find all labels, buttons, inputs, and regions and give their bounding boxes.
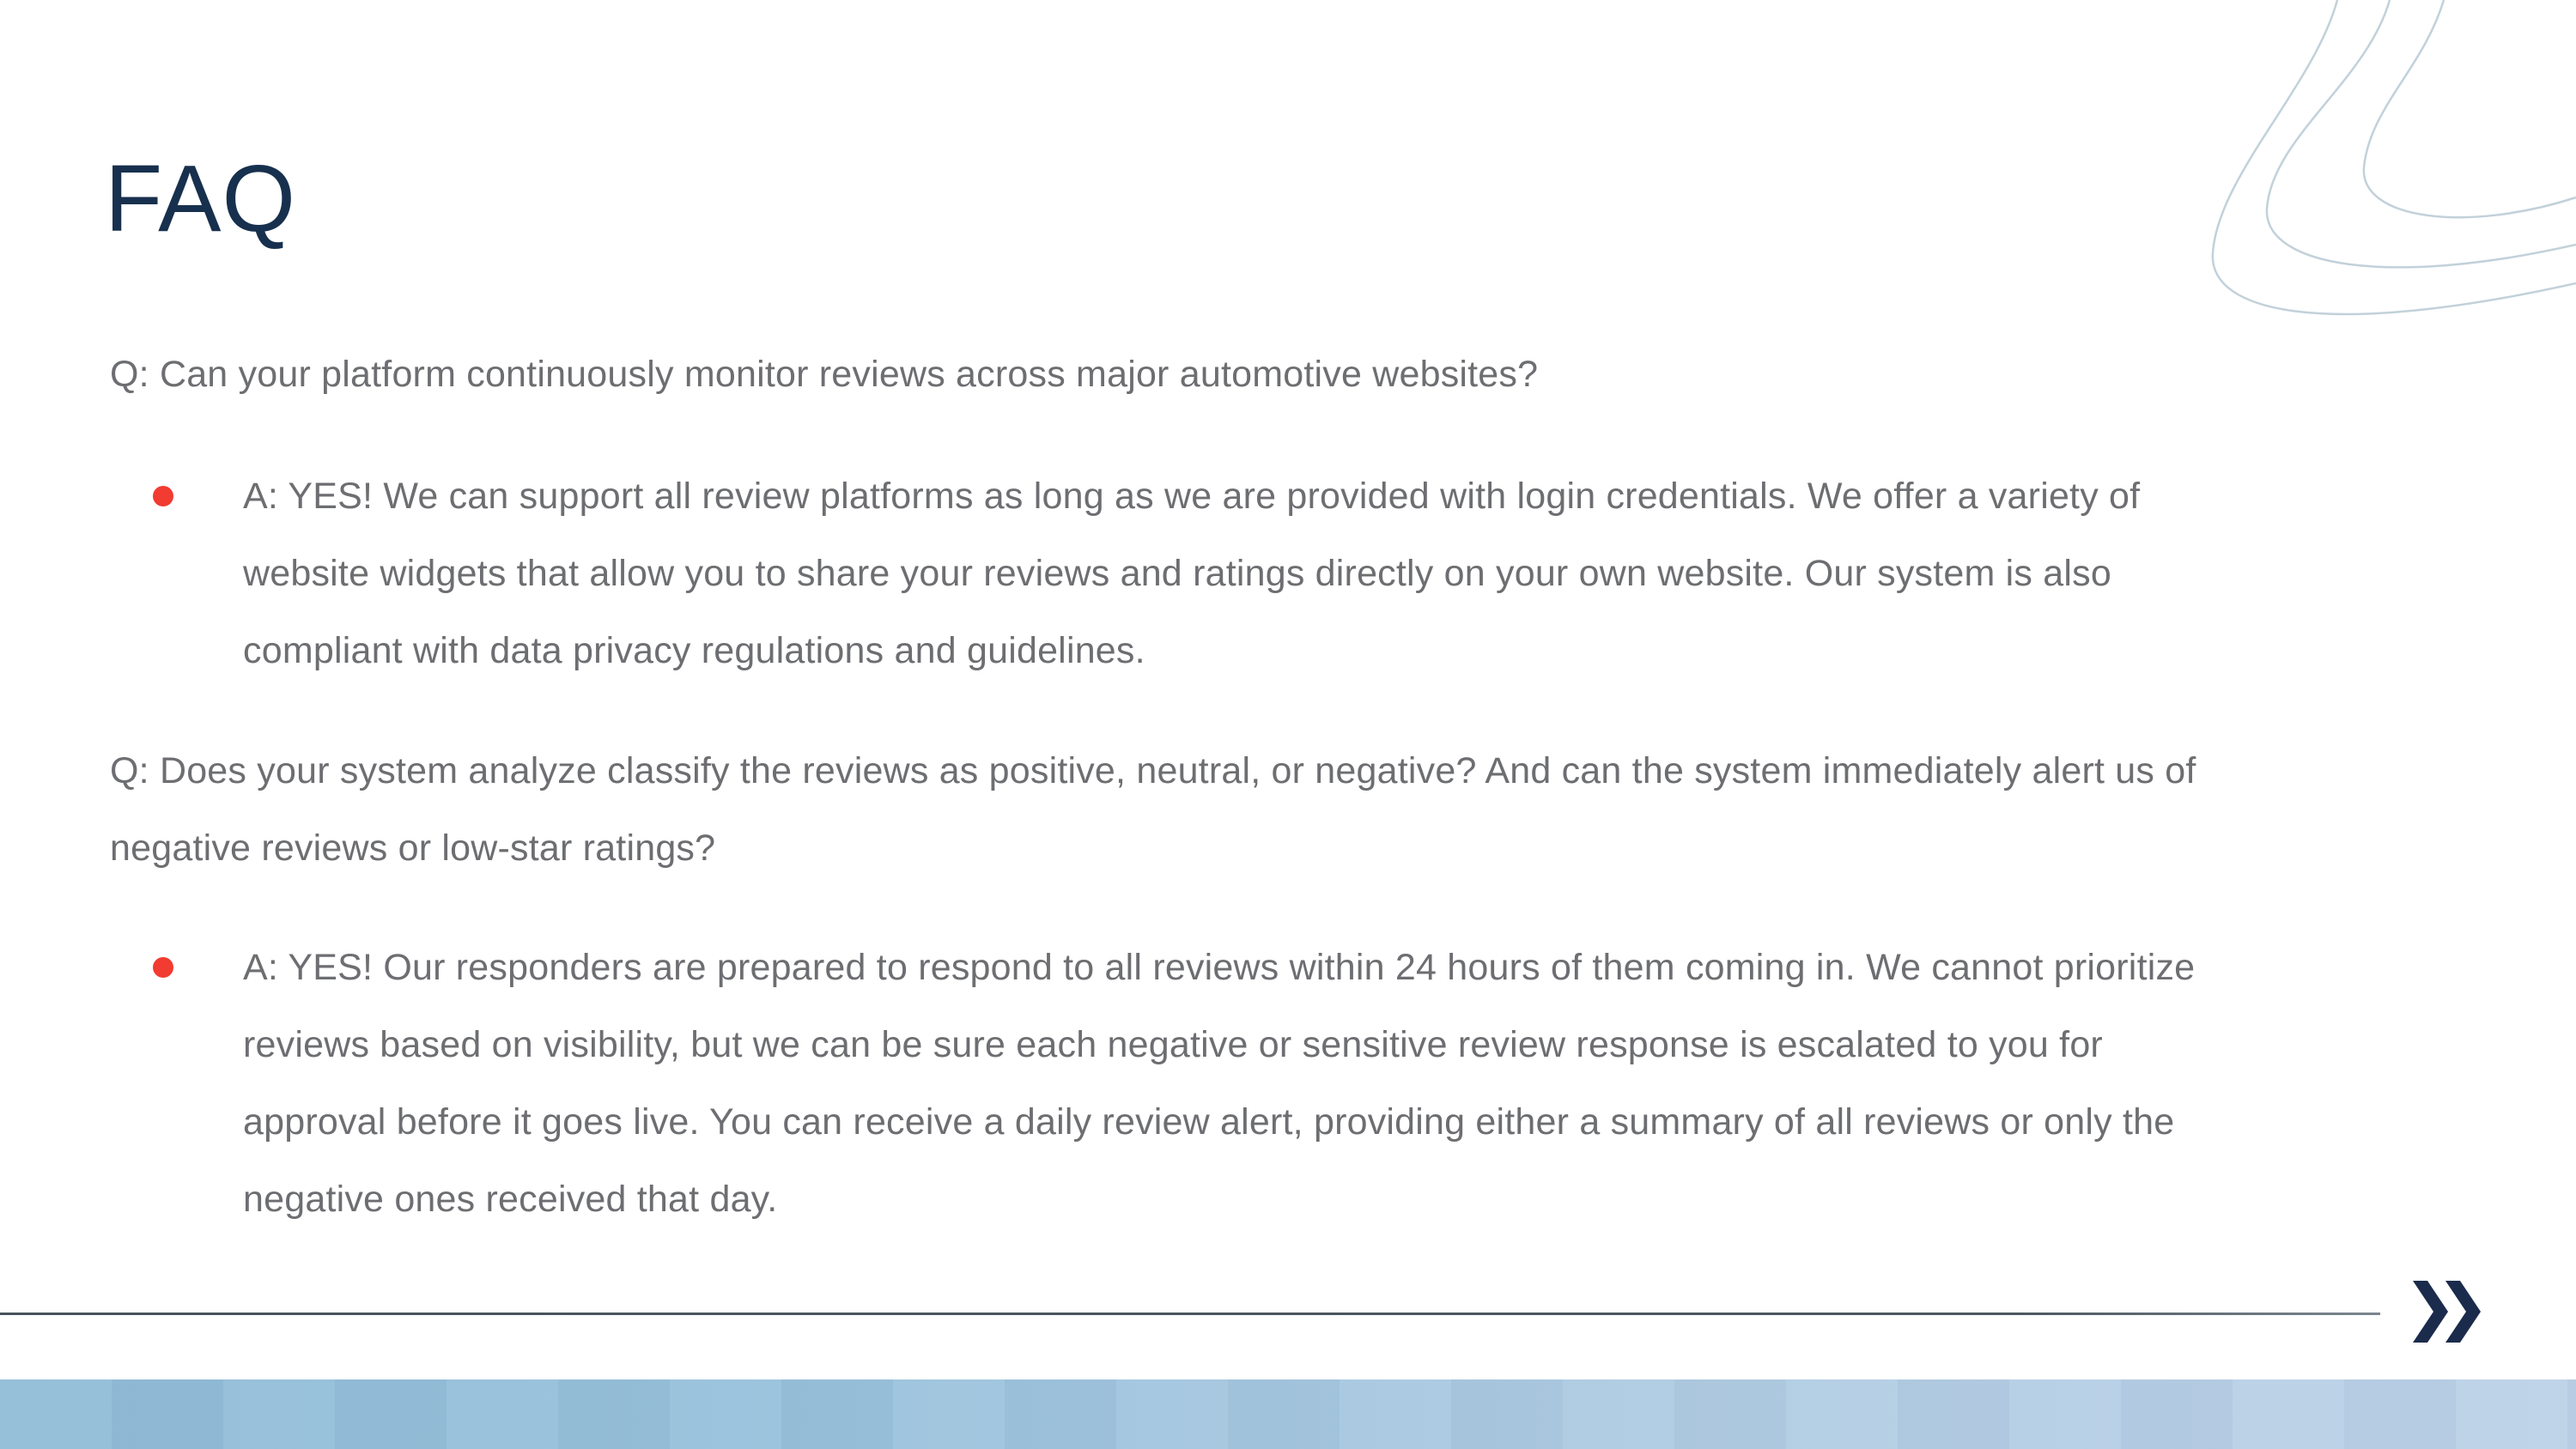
answer-2-line: reviews based on visibility, but we can be sure each negative or sensitive review response is escalated to you for <box>243 1024 2103 1065</box>
swoosh-decoration-icon <box>2104 0 2576 369</box>
question-2-line: negative reviews or low-star ratings? <box>110 828 716 869</box>
answer-1-line: website widgets that allow you to share your reviews and ratings directly on your own website. Our system is also <box>243 553 2111 594</box>
footer-divider <box>0 1313 2380 1315</box>
bullet-icon <box>153 957 173 978</box>
double-chevron-right-icon[interactable] <box>2413 1281 2485 1343</box>
bullet-icon <box>153 486 173 506</box>
answer-2-line: A: YES! Our responders are prepared to respond to all reviews within 24 hours of them coming in. We cannot prioritize <box>243 947 2196 988</box>
answer-2-line: approval before it goes live. You can receive a daily review alert, providing either a summary of all reviews or only the <box>243 1101 2175 1143</box>
question-1-line: Q: Can your platform continuously monitor reviews across major automotive websites? <box>110 354 1539 395</box>
question-2-line: Q: Does your system analyze classify the reviews as positive, neutral, or negative? And can the system immediately alert us of <box>110 750 2196 791</box>
answer-1-line: A: YES! We can support all review platforms as long as we are provided with login credentials. We offer a variety of <box>243 476 2141 517</box>
answer-2-line: negative ones received that day. <box>243 1179 778 1220</box>
page-title: FAQ <box>105 146 297 252</box>
answer-1-line: compliant with data privacy regulations and guidelines. <box>243 630 1145 671</box>
bottom-accent-bar <box>0 1379 2576 1449</box>
